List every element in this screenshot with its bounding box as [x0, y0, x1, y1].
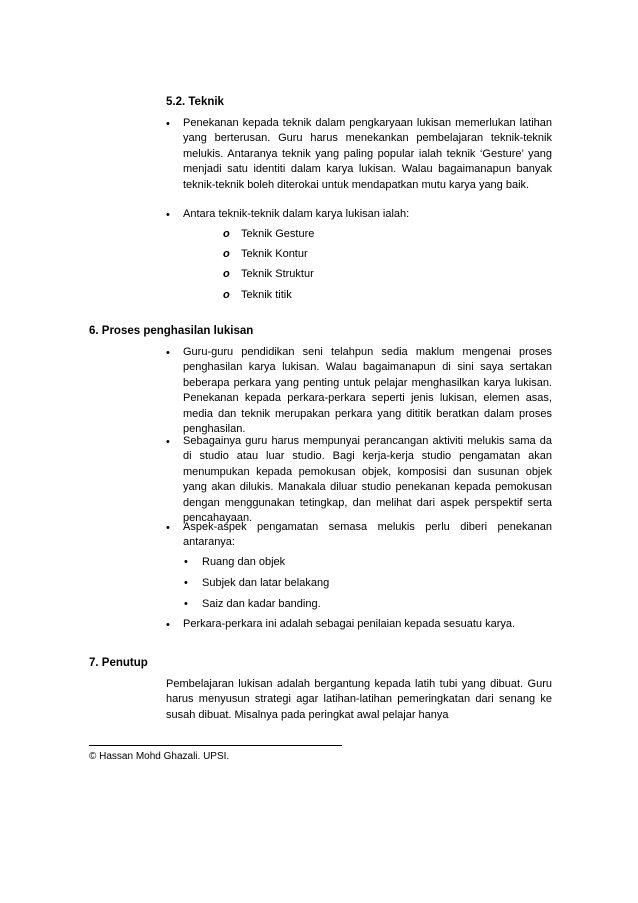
list-item-text: Guru-guru pendidikan seni telahpun sedia maklum mengenai proses penghasilan karya lukisan. Walau bagaimanapun di sini saya sertakan beberapa perkara yang penting untuk pelajar menghasilkan karya lukisan. Penekanan kepada perkara-perkara seperti jenis lukisan, elemen asas, media dan teknik merupakan perkara yang dititik beratkan dalam proses penghasilan.: [183, 346, 552, 436]
circle-bullet-icon: o: [223, 228, 230, 240]
list-item-text: Aspek-aspek pengamatan semasa melukis perlu diberi penekanan antaranya:: [183, 521, 552, 549]
section-7-heading: 7. Penutup: [89, 657, 148, 669]
circle-bullet-icon: o: [223, 289, 230, 301]
circle-bullet-icon: o: [223, 248, 230, 260]
list-item-text: Perkara-perkara ini adalah sebagai penilaian kepada sesuatu karya.: [183, 618, 516, 630]
bullet-icon: •: [166, 522, 170, 534]
bullet-icon: •: [166, 347, 170, 359]
bullet-icon: •: [166, 619, 170, 631]
list-item-text: Penekanan kepada teknik dalam pengkaryaan lukisan memerlukan latihan yang berterusan. Guru harus menekankan pembelajaran teknik-teknik melukis. Antaranya teknik yang paling popular ialah teknik ‘Gesture’ yang menjadi satu identiti dalam karya lukisan. Walau bagaimanapun banyak teknik-teknik boleh diterokai untuk mendapatkan mutu karya yang baik.: [183, 117, 552, 191]
sub-list-item-label: Ruang dan objek: [202, 556, 286, 568]
list-item-text: Antara teknik-teknik dalam karya lukisan ialah:: [183, 208, 410, 220]
sub-list-item-label: Teknik Gesture: [241, 228, 315, 240]
footnote-divider: [89, 745, 342, 746]
paragraph: Pembelajaran lukisan adalah bergantung kepada latih tubi yang dibuat. Guru harus menyusun strategi agar latihan-latihan pemeringkatan dari senang ke susah dibuat. Misalnya pada peringkat awal pelajar hanya: [166, 678, 552, 721]
sub-list-item-label: Teknik Struktur: [241, 268, 314, 280]
sub-list-item-label: Teknik titik: [241, 289, 292, 301]
bullet-icon: •: [184, 556, 188, 568]
sub-list-item-label: Saiz dan kadar banding.: [202, 598, 321, 610]
footer-copyright: © Hassan Mohd Ghazali. UPSI.: [89, 751, 230, 762]
bullet-icon: •: [166, 118, 170, 130]
bullet-icon: •: [166, 209, 170, 221]
section-6-heading: 6. Proses penghasilan lukisan: [89, 325, 254, 337]
circle-bullet-icon: o: [223, 268, 230, 280]
sub-list-item-label: Subjek dan latar belakang: [202, 577, 330, 589]
list-item-text: Sebagainya guru harus mempunyai perancangan aktiviti melukis sama da di studio atau luar studio. Bagi kerja-kerja studio pengamatan akan menumpukan kepada pemokusan objek, komposisi dan susunan objek yang akan dilukis. Manakala diluar studio penekanan kepada pemokusan dengan menggunakan tetingkap, dan melihat dari aspek perspektif serta pencahayaan.: [183, 435, 552, 525]
section-5-2-heading: 5.2. Teknik: [166, 96, 224, 108]
bullet-icon: •: [166, 436, 170, 448]
bullet-icon: •: [184, 577, 188, 589]
bullet-icon: •: [184, 598, 188, 610]
sub-list-item-label: Teknik Kontur: [241, 248, 308, 260]
